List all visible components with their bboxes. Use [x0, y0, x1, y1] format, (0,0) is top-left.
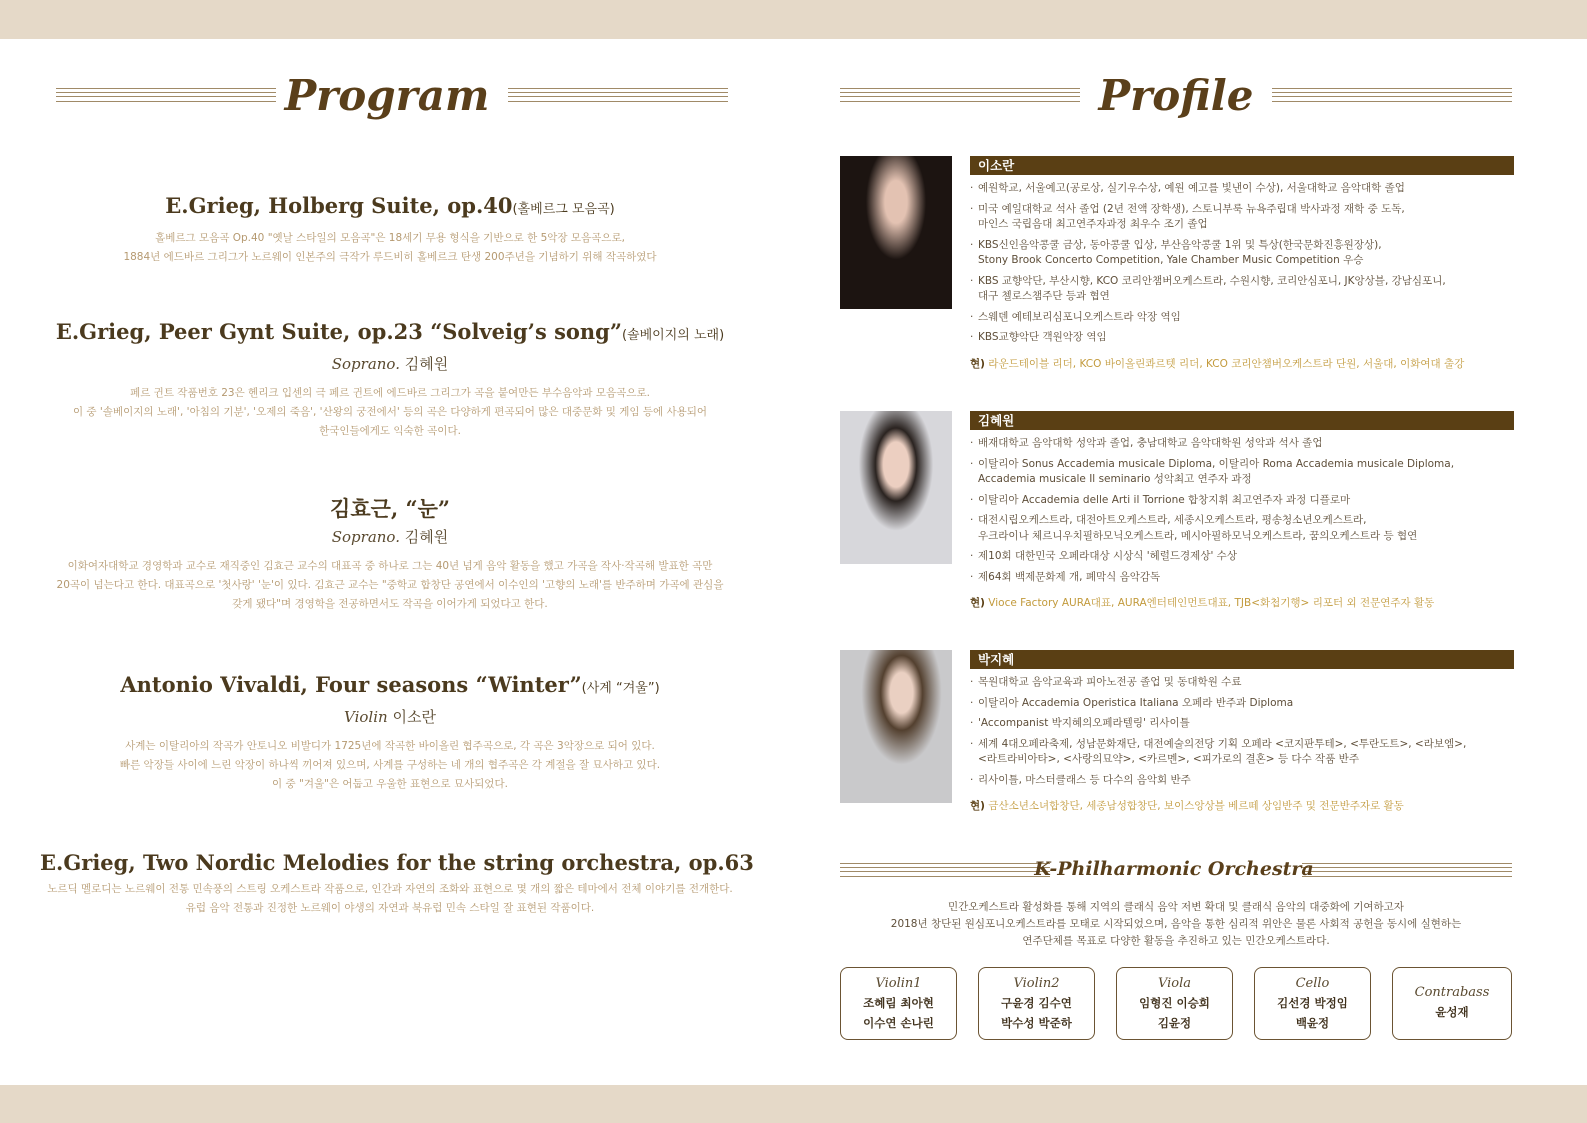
description-line: 이 중 "겨울"은 어둡고 우울한 표현으로 묘사되었다.	[272, 778, 508, 790]
section-members: 윤성재	[1435, 1005, 1469, 1019]
profile-name: 이소란	[970, 156, 1514, 175]
piece-title-text: E.Grieg, Two Nordic Melodies for the string orchestra, op.63	[40, 850, 754, 875]
profile-bullets	[970, 181, 1514, 346]
profile-bullet: · KBS신인음악콩쿨 금상, 동아콩쿨 입상, 부산음악콩쿨 1위 및 특상(한국문화진흥원장상), Stony Brook Concerto Competition, Yale Chamber Music Competition 우승	[970, 238, 1514, 269]
profile-bullet: · 목원대학교 음악교육과 피아노전공 졸업 및 동대학원 수료	[970, 675, 1514, 691]
profile-entry	[970, 411, 1514, 610]
description-line: 20곡이 넘는다고 한다. 대표곡으로 '첫사랑' '눈'이 있다. 김효근 교수는 "중학교 합창단 공연에서 이수인의 '고향의 노래'를 반주하며 가곡에 관심을	[56, 579, 724, 591]
program-item	[40, 191, 740, 267]
performer-name: 김혜원	[404, 355, 449, 373]
section-members: 백윤정	[1295, 1016, 1330, 1030]
piece-title-text: E.Grieg, Holberg Suite, op.40	[165, 193, 513, 218]
orchestra-description	[840, 899, 1512, 950]
performer-role: Violin	[344, 708, 388, 726]
profile-bullet: · KBS 교향악단, 부산시향, KCO 코리안챔버오케스트라, 수원시향, 코리안심포니, JK앙상블, 강남심포니, 대구 첼로스챔주단 등과 협연	[970, 274, 1514, 305]
piece-title-korean: (홀베르그 모음곡)	[512, 202, 615, 217]
profile-bullet: · 미국 예일대학교 석사 졸업 (2년 전액 장학생), 스토니부룩 뉴욕주립대 박사과정 재학 중 도독, 마인스 국립음대 최고연주자과정 최우수 조기 졸업	[970, 202, 1514, 233]
profile-bullet: · 이탈리아 Sonus Accademia musicale Diploma, 이탈리아 Roma Accademia musicale Diploma, Accademia musicale Il seminario 성악최고 연주자 과정	[970, 457, 1514, 488]
program-header	[40, 71, 740, 121]
profile-current	[970, 595, 1514, 610]
program-column	[40, 39, 754, 1085]
piece-description	[40, 229, 740, 267]
program-item	[40, 848, 754, 918]
current-text: Vioce Factory AURA대표, AURA엔터테인먼트대표, TJB<화첩기행> 리포터 외 전문연주자 활동	[988, 597, 1435, 609]
piece-title	[40, 670, 740, 704]
profile-photo-soprano	[840, 411, 952, 564]
profile-current	[970, 798, 1514, 813]
performer	[40, 351, 740, 377]
profile-bullet: · 이탈리아 Accademia delle Arti il Torrione 합창지휘 최고연주자 과정 디플로마	[970, 493, 1514, 509]
description-line: 유럽 음악 전통과 진정한 노르웨이 야생의 자연과 북유럽 민속 스타일 잘 표현된 작품이다.	[185, 902, 595, 914]
profile-name: 김혜원	[970, 411, 1514, 430]
description-line: 1884년 에드바르 그리그가 노르웨이 인본주의 극작가 루드비히 홀베르크 탄생 200주년을 기념하기 위해 작곡하였다	[123, 251, 657, 263]
profile-column	[850, 39, 1530, 1085]
orchestra-header	[850, 854, 1530, 884]
profile-bullet: · 예원학교, 서울예고(공로상, 실기우수상, 예원 예고를 빛낸이 수상), 서울대학교 음악대학 졸업	[970, 181, 1514, 197]
section-members: 김선경 박정임	[1277, 996, 1348, 1010]
brochure-spread	[0, 39, 1587, 1085]
profile-title: Profile	[1098, 71, 1254, 120]
description-line: 홀베르그 모음곡 Op.40 "옛날 스타일의 모음곡"은 18세기 무용 형식을 기반으로 한 5악장 모음곡으로,	[155, 232, 625, 244]
profile-bullet: · 리사이틀, 마스터클래스 등 다수의 음악회 반주	[970, 773, 1514, 789]
piece-title-text: E.Grieg, Peer Gynt Suite, op.23 “Solveig’s song”	[55, 319, 622, 344]
program-item	[40, 670, 740, 794]
profile-current	[970, 356, 1514, 371]
description-line: 이 중 '솔베이지의 노래', '아침의 기분', '오제의 죽음', '산왕의 궁전에서' 등의 곡은 다양하게 편곡되어 많은 대중문화 및 게임 등에 사용되어	[72, 406, 708, 418]
section-members: 김윤정	[1157, 1016, 1192, 1030]
profile-name: 박지혜	[970, 650, 1514, 669]
piece-description	[40, 880, 740, 918]
profile-bullet: · 세계 4대오페라축제, 성남문화재단, 대전예술의전당 기획 오페라 <코지판투테>, <투란도트>, <라보엠>, <라트라비아타>, <사랑의묘약>, <카르멘>, <피가로의 결혼> 등 다수 작품 반주	[970, 737, 1514, 768]
performer-role: Soprano.	[331, 528, 400, 546]
section-name: Violin1	[875, 976, 922, 991]
section-box-contrabass	[1392, 967, 1512, 1040]
piece-title	[40, 494, 740, 524]
description-line: 빠른 악장들 사이에 느린 악장이 하나씩 끼어져 있으며, 사계를 구성하는 네 개의 협주곡은 각 계절을 잘 묘사하고 있다.	[119, 759, 661, 771]
section-name: Cello	[1295, 976, 1330, 991]
profile-bullet: · KBS교향악단 객원악장 역임	[970, 330, 1514, 346]
profile-bullets	[970, 675, 1514, 788]
section-name: Viola	[1157, 976, 1192, 991]
performer	[40, 524, 740, 550]
section-members: 이수연 손나린	[863, 1016, 934, 1030]
description-line: 갖게 됐다"며 경영학을 전공하면서도 작곡을 이어가게 되었다고 한다.	[232, 598, 548, 610]
section-box-viola	[1116, 967, 1233, 1040]
profile-bullets	[970, 436, 1514, 585]
section-members: 조혜림 최아현	[863, 996, 934, 1010]
current-text: 금산소년소녀합창단, 세종남성합창단, 보이스앙상블 베르떼 상임반주 및 전문반주자로 활동	[988, 800, 1404, 812]
piece-title-text: 김효근, “눈”	[330, 496, 450, 521]
piece-description	[40, 384, 740, 441]
current-label: 현)	[970, 800, 985, 812]
section-box-violin2	[978, 967, 1095, 1040]
piece-title-text: Antonio Vivaldi, Four seasons “Winter”	[120, 672, 582, 697]
profile-bullet: · 'Accompanist 박지혜의오페라텔링' 리사이틀	[970, 716, 1514, 732]
performer	[40, 704, 740, 730]
profile-bullet: · 스웨덴 예테보리심포니오케스트라 악장 역임	[970, 310, 1514, 326]
description-line: 연주단체를 목표로 다양한 활동을 추진하고 있는 민간오케스트라다.	[1022, 935, 1330, 947]
section-members: 구윤경 김수연	[1001, 996, 1072, 1010]
piece-description	[40, 737, 740, 794]
piece-title	[40, 848, 754, 878]
section-members: 임형진 이승희	[1139, 996, 1210, 1010]
piece-title	[40, 317, 740, 351]
program-title: Program	[284, 71, 490, 120]
orchestra-title: K-Philharmonic Orchestra	[1034, 858, 1314, 880]
profile-bullet: · 대전시립오케스트라, 대전아트오케스트라, 세종시오케스트라, 평송청소년오케스트라, 우크라이나 체르니우치필하모닉오케스트라, 메시아필하모닉오케스트라, 꿈의오케스트라 등 협연	[970, 513, 1514, 544]
profile-photo-violinist	[840, 156, 952, 309]
profile-bullet: · 제64회 백제문화제 개, 폐막식 음악감독	[970, 570, 1514, 586]
program-item	[40, 317, 740, 441]
profile-photo-pianist	[840, 650, 952, 803]
profile-header	[850, 71, 1530, 121]
description-line: 페르 귄트 작품번호 23은 헨리크 입센의 극 페르 귄트에 에드바르 그리그가 곡을 붙여만든 부수음악과 모음곡으로.	[130, 387, 650, 399]
program-item	[40, 494, 740, 614]
section-members: 박수성 박준하	[1001, 1016, 1072, 1030]
description-line: 한국인들에게도 익숙한 곡이다.	[319, 425, 461, 437]
performer-name: 이소란	[392, 708, 436, 726]
description-line: 사계는 이탈리아의 작곡가 안토니오 비발디가 1725년에 작곡한 바이올린 협주곡으로, 각 곡은 3악장으로 되어 있다.	[125, 740, 655, 752]
piece-title	[40, 191, 740, 225]
piece-description	[40, 557, 740, 614]
performer-role: Soprano.	[331, 355, 400, 373]
profile-entry	[970, 650, 1514, 813]
profile-bullet: · 배재대학교 음악대학 성악과 졸업, 충남대학교 음악대학원 성악과 석사 졸업	[970, 436, 1514, 452]
profile-bullet: · 제10회 대한민국 오페라대상 시상식 '헤럴드경제상' 수상	[970, 549, 1514, 565]
description-line: 2018년 창단된 원심포니오케스트라를 모태로 시작되었으며, 음악을 통한 심리적 위안은 물론 사회적 공헌을 동시에 실현하는	[890, 918, 1462, 930]
current-label: 현)	[970, 357, 985, 370]
piece-title-korean: (사계 “겨울”)	[581, 681, 660, 696]
piece-title-korean: (솔베이지의 노래)	[621, 328, 725, 343]
current-label: 현)	[970, 597, 985, 609]
current-text: 라운드테이블 리더, KCO 바이올린콰르텟 리더, KCO 코리안챔버오케스트라 단원, 서울대, 이화여대 출강	[988, 357, 1465, 370]
section-name: Contrabass	[1414, 985, 1490, 1000]
description-line: 이화여자대학교 경영학과 교수로 재직중인 김효근 교수의 대표곡 중 하나로 그는 40년 넘게 음악 활동을 했고 가곡을 작사·작곡해 발표한 곡만	[67, 560, 713, 572]
section-box-violin1	[840, 967, 957, 1040]
performer-name: 김혜원	[404, 528, 449, 546]
description-line: 노르딕 멜로디는 노르웨이 전통 민속풍의 스트링 오케스트라 작품으로, 인간과 자연의 조화와 표현으로 몇 개의 짧은 테마에서 전체 이야기를 전개한다.	[47, 883, 733, 895]
section-name: Violin2	[1013, 976, 1060, 991]
description-line: 민간오케스트라 활성화를 통해 지역의 클래식 음악 저변 확대 및 클래식 음악의 대중화에 기여하고자	[948, 901, 1404, 913]
section-box-cello	[1254, 967, 1371, 1040]
profile-bullet: · 이탈리아 Accademia Operistica Italiana 오페라 반주과 Diploma	[970, 696, 1514, 712]
profile-entry	[970, 156, 1514, 371]
